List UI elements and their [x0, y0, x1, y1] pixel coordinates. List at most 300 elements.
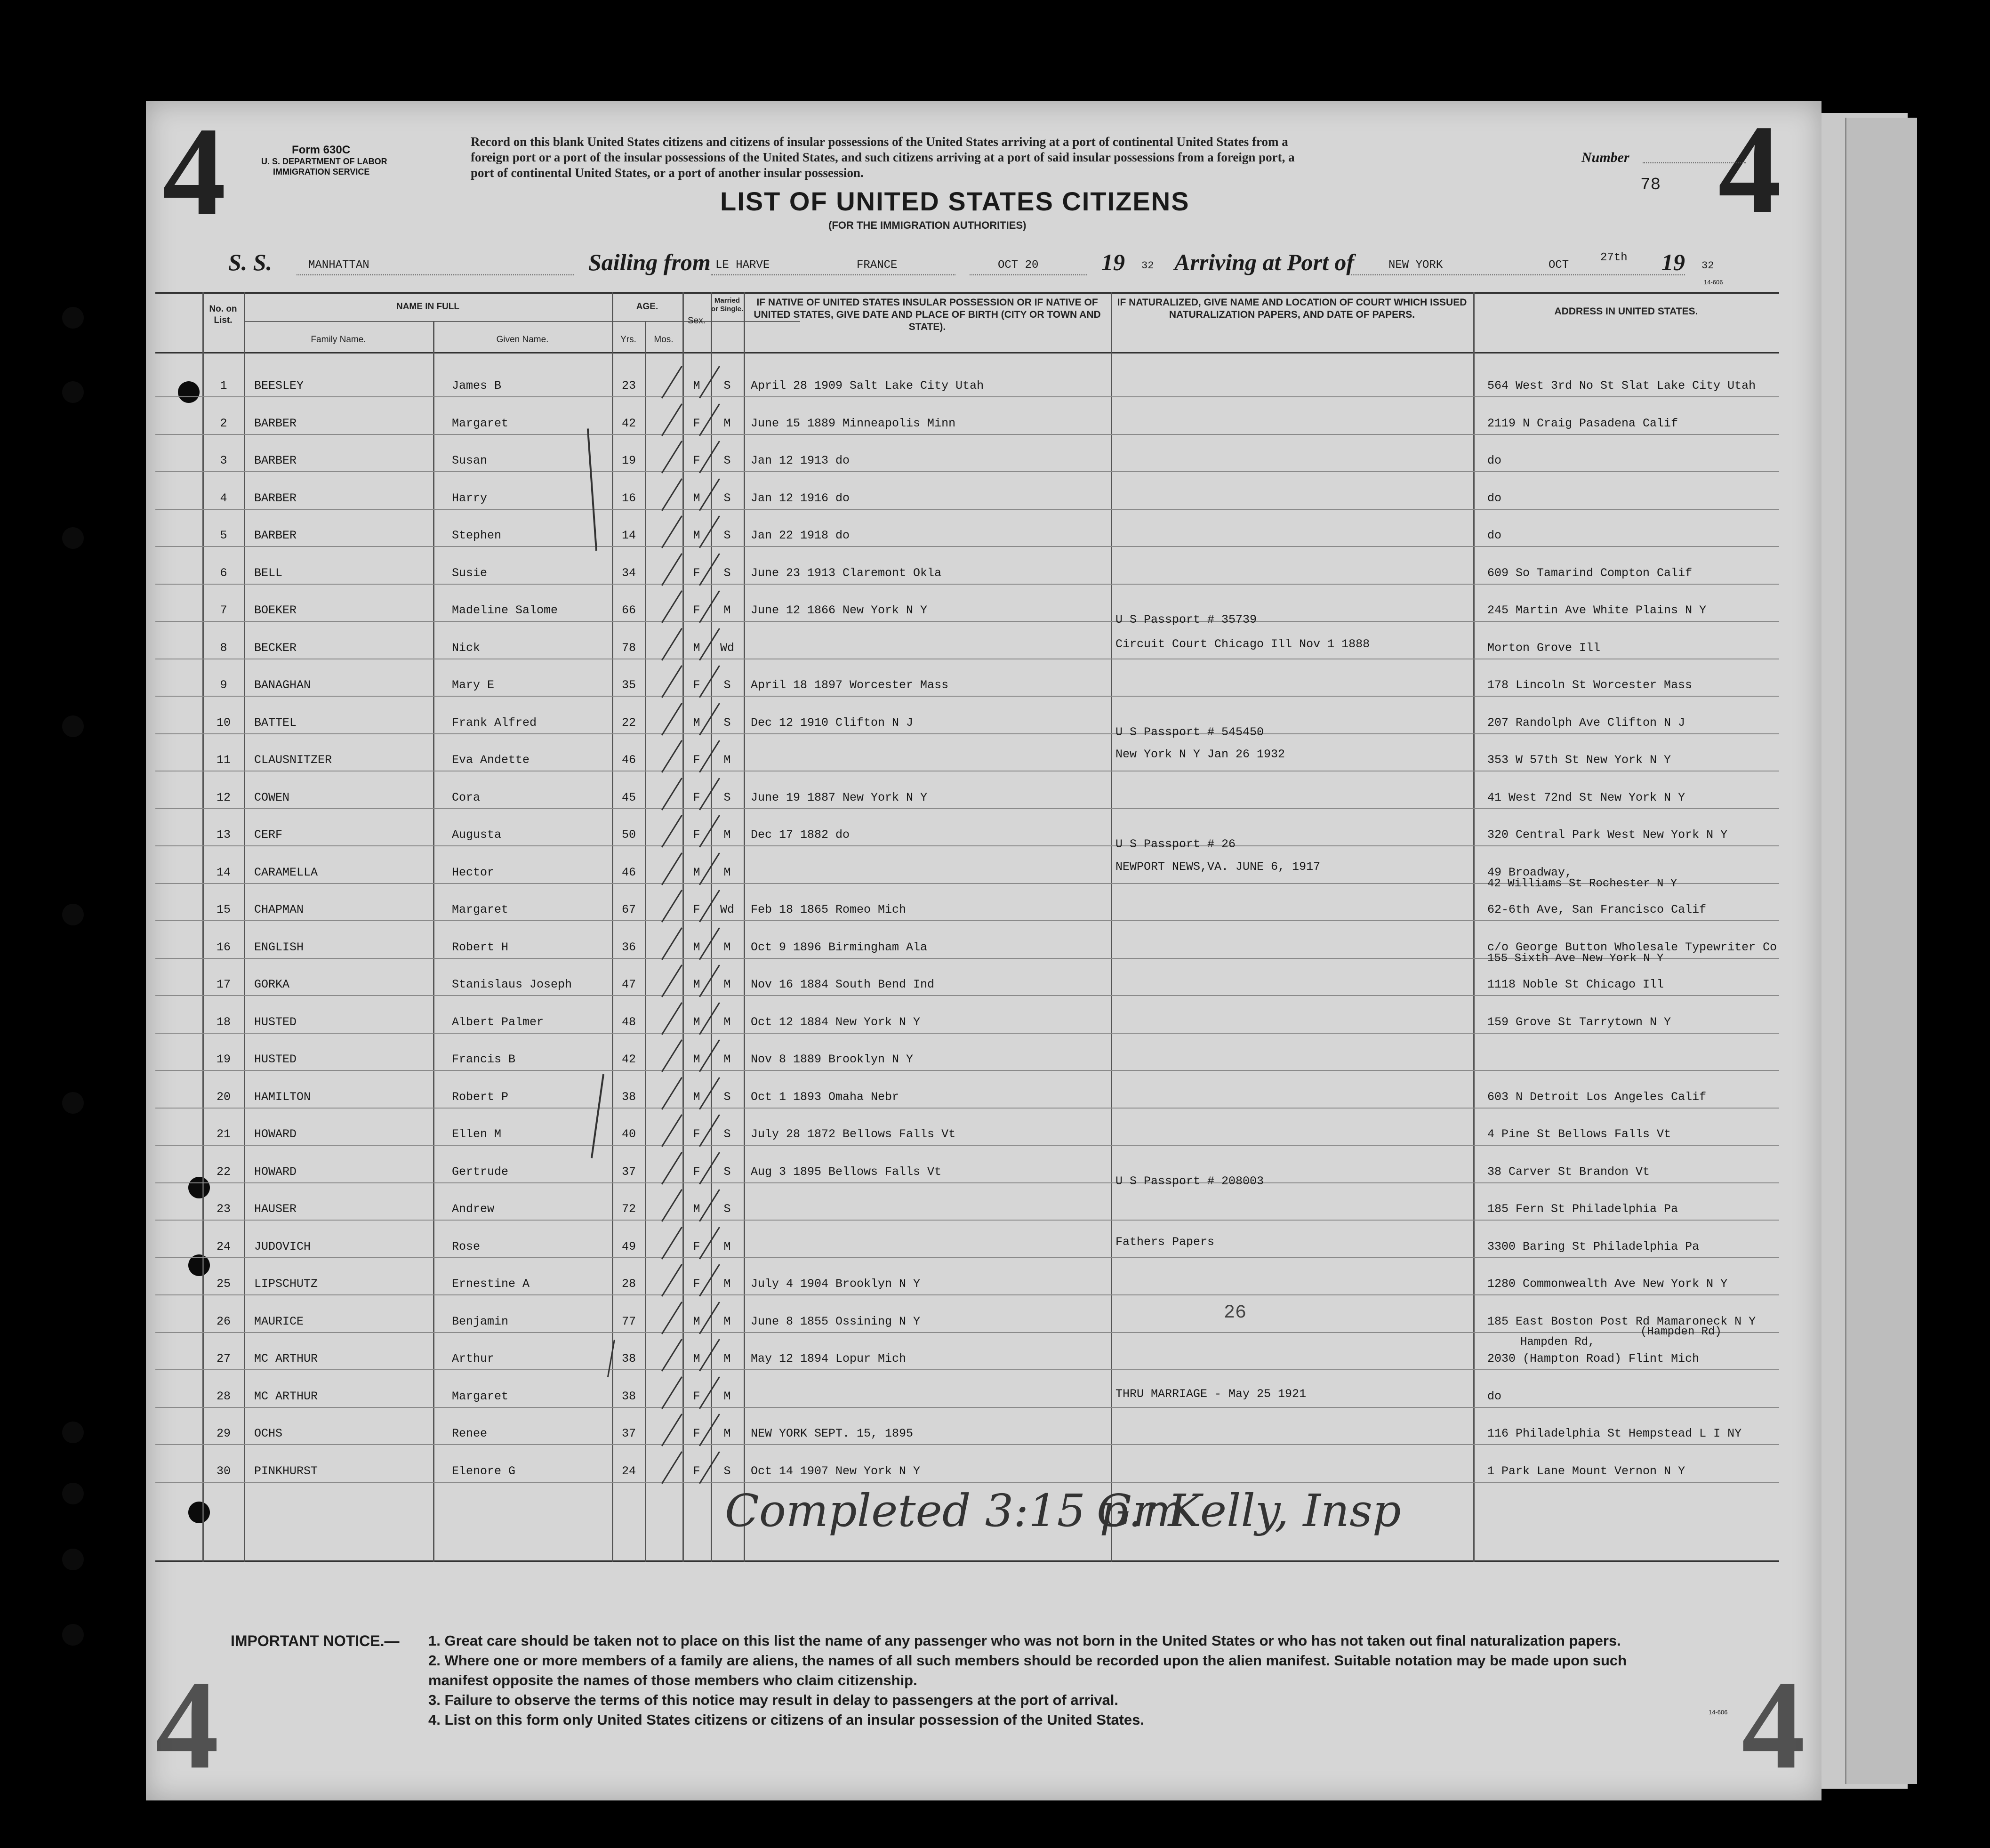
cell-sex: M	[693, 491, 700, 505]
cell-ms: S	[723, 1127, 731, 1141]
cell-no: 6	[220, 566, 227, 580]
cell-ms: S	[723, 491, 731, 505]
cell-addr2: 155 Sixth Ave New York N Y	[1487, 952, 1664, 965]
cell-yrs: 42	[621, 417, 636, 430]
cell-family: HOWARD	[254, 1127, 297, 1141]
cell-ms: S	[723, 1202, 731, 1216]
check-mark	[661, 366, 682, 398]
arriving-label: Arriving at Port of	[1174, 249, 1354, 275]
check-mark	[661, 1114, 682, 1147]
row-rule	[155, 471, 1779, 472]
cell-no: 3	[220, 454, 227, 467]
cell-ms: S	[723, 529, 731, 542]
cell-ms: M	[723, 1390, 731, 1403]
punch-hole	[62, 381, 84, 403]
check-mark	[661, 590, 682, 623]
arrival-line	[1351, 274, 1685, 275]
cell-birth: June 19 1887 New York N Y	[751, 791, 928, 804]
cell-ms: M	[723, 1427, 731, 1440]
check-mark	[661, 1002, 682, 1035]
print-code: 14-606	[1709, 1709, 1728, 1716]
check-mark	[661, 890, 682, 922]
check-mark	[661, 1451, 682, 1484]
cell-family: LIPSCHUTZ	[254, 1277, 318, 1291]
cell-nat: U S Passport # 26	[1115, 837, 1236, 851]
header-notice	[471, 134, 1295, 181]
cell-yrs: 34	[621, 566, 636, 580]
punch-hole	[62, 1549, 84, 1570]
cell-no: 27	[216, 1352, 231, 1366]
cell-given: Robert H	[452, 940, 509, 954]
cell-yrs: 46	[621, 753, 636, 767]
notice-item: manifest opposite the names of those members who claim citizenship.	[428, 1672, 917, 1688]
cell-yrs: 46	[621, 866, 636, 879]
row-rule	[155, 696, 1779, 697]
cell-ms: M	[723, 753, 731, 767]
cell-sex: F	[693, 417, 700, 430]
cell-sex: F	[693, 1464, 700, 1478]
cell-birth: June 23 1913 Claremont Okla	[751, 566, 942, 580]
date-line	[970, 274, 1087, 275]
header-name-in-full: NAME IN FULL	[396, 302, 460, 312]
cell-birth: Jan 12 1913 do	[751, 454, 850, 467]
check-mark	[661, 1152, 682, 1184]
cell-nat: New York N Y Jan 26 1932	[1115, 747, 1285, 761]
cell-given: Margaret	[452, 903, 509, 916]
cell-given: Nick	[452, 641, 481, 655]
cell-family: MAURICE	[254, 1315, 304, 1328]
col-divider	[711, 292, 712, 1562]
cell-ms: Wd	[720, 903, 734, 916]
cell-addr: do	[1487, 1390, 1502, 1403]
cell-birth: July 28 1872 Bellows Falls Vt	[751, 1127, 956, 1141]
cell-family: HAUSER	[254, 1202, 297, 1216]
header-notice-line: Record on this blank United States citizens and citizens of insular possessions of the United States arriving at a port of continental United States from a	[471, 135, 1288, 149]
cell-no: 16	[216, 940, 231, 954]
cell-birth: June 15 1889 Minneapolis Minn	[751, 417, 956, 430]
ship-name: MANHATTAN	[308, 259, 369, 272]
cell-given: Rose	[452, 1240, 481, 1253]
cell-given: Ernestine A	[452, 1277, 530, 1291]
check-mark	[661, 665, 682, 698]
cell-nat: Circuit Court Chicago Ill Nov 1 1888	[1115, 637, 1370, 651]
check-mark	[661, 740, 682, 772]
cell-birth: Jan 22 1918 do	[751, 529, 850, 542]
col-divider	[612, 292, 613, 1562]
header-age: AGE.	[636, 302, 658, 312]
cell-sex: M	[693, 1015, 700, 1029]
cell-birth: April 18 1897 Worcester Mass	[751, 678, 949, 692]
cell-addr: 353 W 57th St New York N Y	[1487, 753, 1671, 767]
cell-yrs: 22	[621, 716, 636, 730]
col-divider	[682, 292, 684, 1562]
cell-no: 21	[216, 1127, 231, 1141]
cell-sex: M	[693, 529, 700, 542]
cell-no: 29	[216, 1427, 231, 1440]
cell-ms: S	[723, 1464, 731, 1478]
cell-ms: M	[723, 828, 731, 842]
header-address: ADDRESS IN UNITED STATES.	[1554, 306, 1698, 317]
cell-no: 5	[220, 529, 227, 542]
cell-birth: Oct 14 1907 New York N Y	[751, 1464, 921, 1478]
cell-no: 12	[216, 791, 231, 804]
cell-sex: F	[693, 1240, 700, 1253]
cell-sex: F	[693, 566, 700, 580]
cell-sex: M	[693, 866, 700, 879]
check-mark	[661, 478, 682, 511]
cell-family: HAMILTON	[254, 1090, 311, 1104]
number-line	[1643, 162, 1746, 163]
cell-no: 8	[220, 641, 227, 655]
cell-given: Robert P	[452, 1090, 509, 1104]
cell-given: Benjamin	[452, 1315, 509, 1328]
cell-nat: U S Passport # 35739	[1115, 613, 1257, 627]
cell-given: Ellen M	[452, 1127, 502, 1141]
cell-yrs: 23	[621, 379, 636, 393]
arrival-month: OCT	[1549, 259, 1569, 272]
cell-family: CERF	[254, 828, 283, 842]
cell-addr: do	[1487, 454, 1502, 467]
cell-family: COWEN	[254, 791, 290, 804]
cell-no: 24	[216, 1240, 231, 1253]
cell-family: HUSTED	[254, 1015, 297, 1029]
check-mark	[661, 1339, 682, 1371]
cell-birth: July 4 1904 Brooklyn N Y	[751, 1277, 921, 1291]
cell-birth: Nov 16 1884 South Bend Ind	[751, 978, 935, 991]
cell-sex: F	[693, 753, 700, 767]
row-rule	[155, 1332, 1779, 1333]
cell-sex: F	[693, 454, 700, 467]
back-page-edge-2	[1845, 118, 1917, 1784]
cell-ms: M	[723, 940, 731, 954]
cell-yrs: 14	[621, 529, 636, 542]
sailing-label: Sailing from	[588, 249, 711, 275]
cell-no: 18	[216, 1015, 231, 1029]
cell-ms: M	[723, 1240, 731, 1253]
page-subtitle: (FOR THE IMMIGRATION AUTHORITIES)	[828, 219, 1027, 231]
row-rule	[155, 920, 1779, 921]
cell-family: BARBER	[254, 491, 297, 505]
punch-hole	[62, 1092, 84, 1114]
cell-given: Frank Alfred	[452, 716, 537, 730]
cell-given: Harry	[452, 491, 488, 505]
sailing-date: OCT 20	[998, 259, 1039, 272]
notice-item: 2. Where one or more members of a family are aliens, the names of all such members should be recorded upon the alien manifest. Suitable notation may be made upon such	[428, 1652, 1627, 1669]
print-code: 14-606	[1704, 279, 1723, 286]
cell-sex: F	[693, 1277, 700, 1291]
cell-birth: June 12 1866 New York N Y	[751, 603, 928, 617]
cell-addr: 564 West 3rd No St Slat Lake City Utah	[1487, 379, 1756, 393]
cell-addr: 2119 N Craig Pasadena Calif	[1487, 417, 1678, 430]
cell-yrs: 45	[621, 791, 636, 804]
cell-yrs: 38	[621, 1390, 636, 1403]
cell-no: 23	[216, 1202, 231, 1216]
cell-family: CLAUSNITZER	[254, 753, 332, 767]
header-married-single: Married or Single.	[711, 297, 744, 313]
row-rule	[155, 1070, 1779, 1071]
row-rule	[155, 434, 1779, 435]
row-rule	[155, 808, 1779, 809]
cell-yrs: 72	[621, 1202, 636, 1216]
cell-yrs: 37	[621, 1427, 636, 1440]
number-label: Number	[1581, 150, 1629, 165]
inspector-signature: Gr Kelly, Insp	[1097, 1485, 1401, 1537]
cell-addr: 1118 Noble St Chicago Ill	[1487, 978, 1664, 991]
cell-family: GORKA	[254, 978, 290, 991]
table-top-border	[155, 292, 1779, 294]
cell-yrs: 35	[621, 678, 636, 692]
cell-given: Albert Palmer	[452, 1015, 544, 1029]
header-mos: Mos.	[654, 335, 674, 345]
address-correction: Hampden Rd,	[1520, 1336, 1595, 1349]
cell-addr: 609 So Tamarind Compton Calif	[1487, 566, 1693, 580]
cell-yrs: 49	[621, 1240, 636, 1253]
cell-no: 15	[216, 903, 231, 916]
header-given-name: Given Name.	[496, 335, 549, 345]
col-divider	[645, 321, 646, 1562]
check-mark	[661, 628, 682, 660]
cell-no: 22	[216, 1165, 231, 1179]
punch-hole	[62, 715, 84, 737]
header-no-on-list: No. on List.	[209, 304, 237, 325]
cell-addr: 603 N Detroit Los Angeles Calif	[1487, 1090, 1707, 1104]
sailing-country: FRANCE	[857, 259, 898, 272]
cell-addr: do	[1487, 491, 1502, 505]
manifest-table	[155, 292, 1779, 1563]
cell-yrs: 77	[621, 1315, 636, 1328]
cell-family: HOWARD	[254, 1165, 297, 1179]
cell-birth: Oct 1 1893 Omaha Nebr	[751, 1090, 899, 1104]
col-divider	[744, 292, 745, 1562]
row-rule	[155, 509, 1779, 510]
row-rule	[155, 1369, 1779, 1370]
cell-addr: 49 Broadway,	[1487, 866, 1573, 879]
cell-family: CARAMELLA	[254, 866, 318, 879]
cell-given: Mary E	[452, 678, 495, 692]
form-number: Form 630C	[292, 144, 351, 156]
punch-hole	[62, 1624, 84, 1646]
cell-given: Margaret	[452, 1390, 509, 1403]
check-mark	[661, 1077, 682, 1109]
cell-family: BATTEL	[254, 716, 297, 730]
row-rule	[155, 733, 1779, 734]
col-divider	[202, 292, 204, 1562]
cell-yrs: 19	[621, 454, 636, 467]
sheet-number-mark: 4	[162, 101, 226, 242]
year-prefix: 19	[1101, 249, 1125, 275]
ship-line	[297, 274, 574, 275]
row-rule	[155, 1033, 1779, 1034]
cell-sex: F	[693, 828, 700, 842]
cell-addr: 185 East Boston Post Rd Mamaroneck N Y	[1487, 1315, 1756, 1328]
cell-yrs: 16	[621, 491, 636, 505]
department-label: U. S. DEPARTMENT OF LABOR	[261, 157, 387, 166]
cell-ms: M	[723, 1315, 731, 1328]
cell-sex: F	[693, 1165, 700, 1179]
cell-nat: U S Passport # 545450	[1115, 725, 1264, 739]
header-yrs: Yrs.	[620, 335, 636, 345]
cell-no: 4	[220, 491, 227, 505]
check-mark	[661, 1264, 682, 1296]
cell-family: ENGLISH	[254, 940, 304, 954]
cell-family: BARBER	[254, 529, 297, 542]
cell-no: 26	[216, 1315, 231, 1328]
cell-addr: 116 Philadelphia St Hempstead L I NY	[1487, 1427, 1742, 1440]
cell-family: PINKHURST	[254, 1464, 318, 1478]
cell-no: 13	[216, 828, 231, 842]
cell-sex: F	[693, 791, 700, 804]
cell-birth: May 12 1894 Lopur Mich	[751, 1352, 907, 1366]
check-mark	[661, 703, 682, 735]
check-mark	[661, 403, 682, 436]
cell-birth: Oct 9 1896 Birmingham Ala	[751, 940, 928, 954]
cell-sex: F	[693, 1127, 700, 1141]
cell-no: 14	[216, 866, 231, 879]
cell-birth: Aug 3 1895 Bellows Falls Vt	[751, 1165, 942, 1179]
arrival-port: NEW YORK	[1388, 259, 1443, 272]
cell-ms: M	[723, 1015, 731, 1029]
cell-given: Hector	[452, 866, 495, 879]
cell-sex: M	[693, 716, 700, 730]
cell-given: Madeline Salome	[452, 603, 558, 617]
header-bottom-border	[155, 352, 1779, 354]
cell-birth: NEW YORK SEPT. 15, 1895	[751, 1427, 914, 1440]
cell-ms: Wd	[720, 641, 734, 655]
cell-family: BOEKER	[254, 603, 297, 617]
row-rule	[155, 546, 1779, 547]
cell-birth: Dec 17 1882 do	[751, 828, 850, 842]
cell-ms: M	[723, 1277, 731, 1291]
arrival-day: 27th	[1600, 251, 1628, 264]
col-divider	[244, 292, 245, 1562]
header-notice-line: foreign port or a port of the insular possessions of the United States, and such citizens arriving at a port of said insular possessions from a foreign port, a	[471, 150, 1295, 164]
cell-addr: 41 West 72nd St New York N Y	[1487, 791, 1685, 804]
cell-birth: June 8 1855 Ossining N Y	[751, 1315, 921, 1328]
cell-ms: S	[723, 791, 731, 804]
header-notice-line: port of continental United States, or a port of another insular possession.	[471, 166, 864, 180]
row-rule	[155, 584, 1779, 585]
cell-yrs: 67	[621, 903, 636, 916]
cell-given: Stanislaus Joseph	[452, 978, 572, 991]
col-divider	[1111, 292, 1112, 1562]
cell-birth: Jan 12 1916 do	[751, 491, 850, 505]
cell-given: Augusta	[452, 828, 502, 842]
check-mark	[661, 1039, 682, 1072]
check-mark	[661, 964, 682, 997]
cell-birth: April 28 1909 Salt Lake City Utah	[751, 379, 984, 393]
cell-sex: F	[693, 678, 700, 692]
punch-hole	[62, 904, 84, 925]
name-subheader-line	[245, 321, 800, 322]
sheet-number-mark: 4	[1718, 99, 1781, 240]
cell-birth: Dec 12 1910 Clifton N J	[751, 716, 914, 730]
cell-sex: M	[693, 978, 700, 991]
row-rule	[155, 1182, 1779, 1183]
cell-family: BECKER	[254, 641, 297, 655]
cell-addr: 3300 Baring St Philadelphia Pa	[1487, 1240, 1700, 1253]
cell-no: 19	[216, 1053, 231, 1066]
row-rule	[155, 396, 1779, 397]
punch-hole	[62, 527, 84, 549]
cell-yrs: 36	[621, 940, 636, 954]
check-mark	[661, 1414, 682, 1446]
cell-given: Stephen	[452, 529, 502, 542]
cell-addr: 245 Martin Ave White Plains N Y	[1487, 603, 1707, 617]
cell-addr: Morton Grove Ill	[1487, 641, 1601, 655]
notice-item: 3. Failure to observe the terms of this notice may result in delay to passengers at the port of arrival.	[428, 1692, 1119, 1708]
completed-note: Completed 3:15 p.m	[725, 1485, 1185, 1537]
cell-no: 11	[216, 753, 231, 767]
cell-family: OCHS	[254, 1427, 283, 1440]
check-mark	[661, 778, 682, 810]
cell-yrs: 48	[621, 1015, 636, 1029]
page-title: LIST OF UNITED STATES CITIZENS	[720, 186, 1190, 216]
cell-given: Francis B	[452, 1053, 516, 1066]
row-rule	[155, 1108, 1779, 1109]
cell-ms: S	[723, 454, 731, 467]
cell-given: Susie	[452, 566, 488, 580]
cell-yrs: 28	[621, 1277, 636, 1291]
cell-family: JUDOVICH	[254, 1240, 311, 1253]
list-number: 78	[1640, 175, 1661, 194]
cell-yrs: 38	[621, 1090, 636, 1104]
row-rule	[155, 995, 1779, 996]
check-mark	[661, 1376, 682, 1409]
cell-family: BELL	[254, 566, 283, 580]
sailing-line	[711, 274, 955, 275]
cell-ms: M	[723, 603, 731, 617]
check-mark	[661, 852, 682, 885]
cell-yrs: 50	[621, 828, 636, 842]
cell-no: 9	[220, 678, 227, 692]
cell-no: 1	[220, 379, 227, 393]
cell-given: Cora	[452, 791, 481, 804]
cell-ms: S	[723, 678, 731, 692]
handwritten-bracket	[587, 428, 597, 551]
check-mark	[661, 441, 682, 473]
cell-nat: Fathers Papers	[1115, 1235, 1215, 1249]
check-mark	[661, 1189, 682, 1221]
col-divider	[433, 321, 434, 1562]
cell-sex: M	[693, 1352, 700, 1366]
cell-ms: M	[723, 1053, 731, 1066]
cell-sex: F	[693, 1427, 700, 1440]
sailing-port: LE HARVE	[715, 259, 770, 272]
cell-ms: S	[723, 379, 731, 393]
cell-sex: F	[693, 903, 700, 916]
cell-yrs: 38	[621, 1352, 636, 1366]
col-divider	[1473, 292, 1475, 1562]
cell-sex: M	[693, 641, 700, 655]
cell-family: CHAPMAN	[254, 903, 304, 916]
check-mark	[661, 1227, 682, 1259]
cell-yrs: 47	[621, 978, 636, 991]
cell-given: Gertrude	[452, 1165, 509, 1179]
cell-nat: U S Passport # 208003	[1115, 1174, 1264, 1188]
row-rule	[155, 1220, 1779, 1221]
cell-yrs: 24	[621, 1464, 636, 1478]
cell-addr: 62-6th Ave, San Francisco Calif	[1487, 903, 1707, 916]
cell-yrs: 66	[621, 603, 636, 617]
cell-given: James B	[452, 379, 502, 393]
cell-sex: M	[693, 1315, 700, 1328]
cell-nat: NEWPORT NEWS,VA. JUNE 6, 1917	[1115, 860, 1321, 874]
margin-mark: 26	[1224, 1302, 1247, 1324]
row-rule	[155, 1482, 1779, 1483]
cell-no: 10	[216, 716, 231, 730]
header-naturalization: IF NATURALIZED, GIVE NAME AND LOCATION OF COURT WHICH ISSUED NATURALIZATION PAPERS, AND DATE OF PAPERS.	[1117, 297, 1467, 320]
cell-ms: M	[723, 417, 731, 430]
